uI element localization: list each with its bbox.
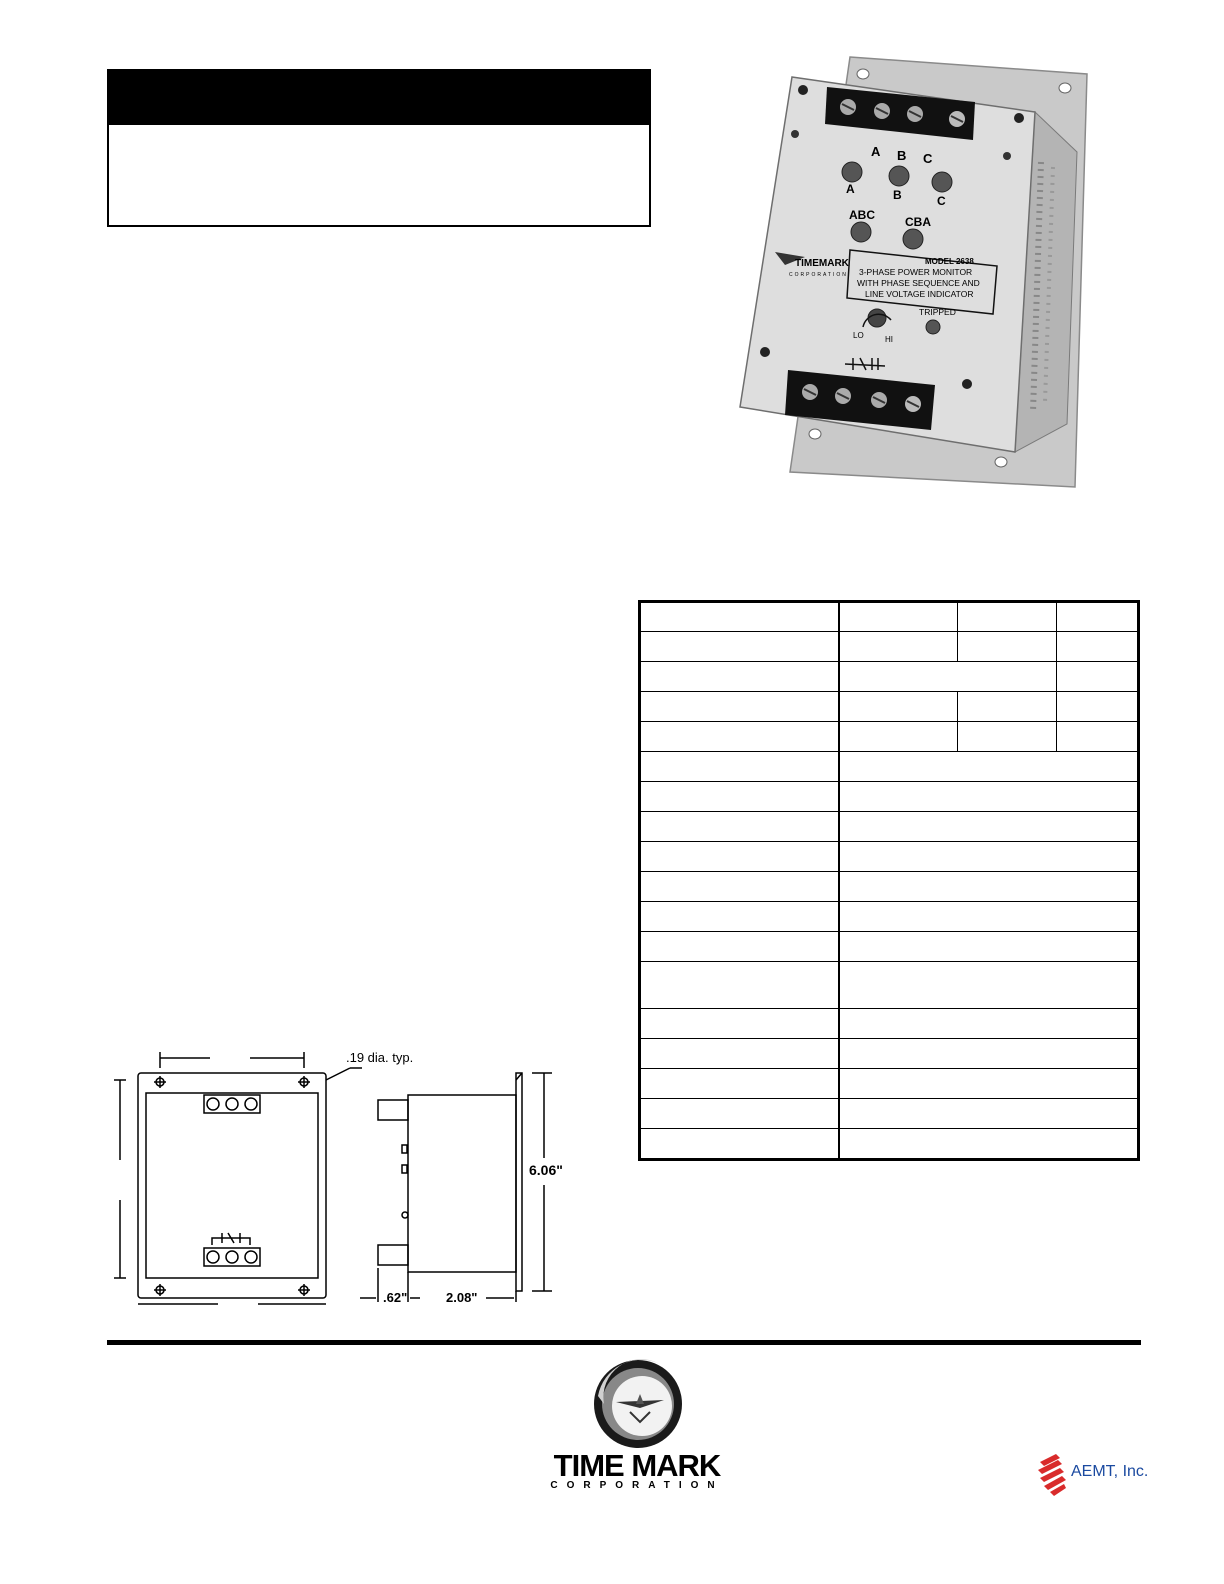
hole-note-label: .19 dia. typ. <box>346 1050 414 1065</box>
table-row <box>640 782 1139 812</box>
led-label-a: A <box>846 182 855 196</box>
height-dimension-label: 6.06" <box>529 1162 563 1178</box>
trip-adjust-knob <box>868 309 886 327</box>
photo-logo-text: TIMEMARK <box>795 258 849 269</box>
table-row <box>640 632 1139 662</box>
photo-description-line-3: LINE VOLTAGE INDICATOR <box>865 289 974 299</box>
dimension-drawing <box>100 1040 600 1320</box>
table-row <box>640 1069 1139 1099</box>
photo-knob-lo: LO <box>853 331 864 340</box>
product-photo <box>735 52 1105 492</box>
stud-depth-label: .62" <box>383 1290 408 1305</box>
led-label-abc: ABC <box>849 208 875 222</box>
table-row <box>640 962 1139 1009</box>
table-row <box>640 842 1139 872</box>
body-depth-label: 2.08" <box>446 1290 478 1305</box>
title-box <box>107 69 651 227</box>
table-row <box>640 932 1139 962</box>
table-row <box>640 602 1139 632</box>
table-row <box>640 1099 1139 1129</box>
aemt-logo-icon <box>1036 1452 1076 1496</box>
led-label-c: C <box>937 194 946 208</box>
table-row <box>640 902 1139 932</box>
photo-knob-hi: HI <box>885 335 893 344</box>
timemark-emblem-icon <box>590 1356 686 1452</box>
top-terminal-label-a: A <box>871 144 881 159</box>
photo-description-line-2: WITH PHASE SEQUENCE AND <box>857 278 980 288</box>
spec-table <box>638 600 1140 1161</box>
table-row <box>640 1039 1139 1069</box>
table-row <box>640 812 1139 842</box>
table-row <box>640 752 1139 782</box>
partner-name: AEMT, Inc. <box>1071 1463 1149 1480</box>
led-label-b: B <box>893 188 902 202</box>
title-bar <box>109 71 649 125</box>
photo-model-line: MODEL 2638 <box>925 257 974 266</box>
photo-logo-sub: CORPORATION <box>789 272 848 278</box>
table-row <box>640 692 1139 722</box>
table-row <box>640 1129 1139 1160</box>
top-terminal-label-b: B <box>897 148 907 163</box>
led-label-cba: CBA <box>905 215 931 229</box>
top-terminal-label-c: C <box>923 151 933 166</box>
photo-description-line-1: 3-PHASE POWER MONITOR <box>859 267 973 277</box>
photo-tripped-label: TRIPPED <box>919 307 956 317</box>
table-row <box>640 662 1139 692</box>
footer-rule <box>107 1340 1141 1345</box>
footer-company-sub: CORPORATION <box>550 1480 724 1491</box>
table-row <box>640 872 1139 902</box>
table-row <box>640 1009 1139 1039</box>
footer-company-name: TIME MARK <box>553 1448 721 1483</box>
table-row <box>640 722 1139 752</box>
